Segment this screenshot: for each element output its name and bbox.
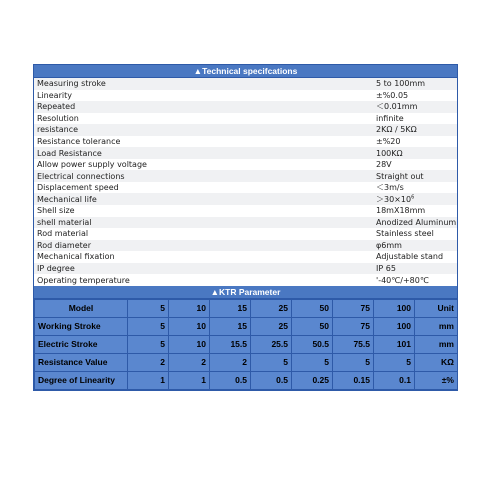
spec-value: [373, 182, 457, 194]
spec-row: [34, 90, 457, 102]
ktr-row: [35, 371, 458, 389]
ktr-cell: 10: [169, 335, 210, 353]
spec-value: [373, 90, 457, 102]
spec-name: IP degree: [34, 263, 373, 275]
spec-row: [34, 182, 457, 194]
spec-row: [34, 170, 457, 182]
ktr-cell: 25: [251, 299, 292, 317]
ktr-cell: 50: [292, 299, 333, 317]
spec-value-text: 100KΩ: [376, 148, 403, 158]
spec-name: Operating temperature: [34, 274, 373, 286]
spec-value: [373, 217, 457, 229]
spec-name: Electrical connections: [34, 170, 373, 182]
spec-row: [34, 124, 457, 136]
ktr-cell: 2: [128, 353, 169, 371]
spec-value-text: ＞30×10: [376, 194, 412, 204]
spec-name: Rod material: [34, 228, 373, 240]
ktr-cell: KΩ: [415, 353, 458, 371]
ktr-cell: 75.5: [333, 335, 374, 353]
ktr-cell: 2: [169, 353, 210, 371]
spec-value: [373, 136, 457, 148]
spec-value-text: 5 to 100mm: [376, 79, 426, 89]
spec-name: shell material: [34, 217, 373, 229]
ktr-parameter-header: ▲KTR Parameter: [34, 286, 457, 299]
spec-name: resistance: [34, 124, 373, 136]
spec-name: Linearity: [34, 90, 373, 102]
ktr-cell: 2: [210, 353, 251, 371]
ktr-cell: 5: [374, 353, 415, 371]
spec-row: [34, 101, 457, 113]
ktr-cell: 1: [128, 371, 169, 389]
technical-specifications-table: [34, 78, 457, 286]
spec-value-text: Stainless steel: [376, 229, 434, 239]
spec-value-exponent: 6: [411, 194, 415, 201]
ktr-cell: 75: [333, 299, 374, 317]
ktr-row: [35, 353, 458, 371]
ktr-cell: 10: [169, 317, 210, 335]
spec-value-text: IP 65: [376, 264, 396, 274]
spec-value: [373, 113, 457, 125]
ktr-cell: ±%: [415, 371, 458, 389]
ktr-cell: 25.5: [251, 335, 292, 353]
spec-row: [34, 113, 457, 125]
ktr-row-label: Electric Stroke: [35, 335, 128, 353]
ktr-cell: 5: [292, 353, 333, 371]
spec-value: [373, 193, 457, 205]
spec-row: [34, 217, 457, 229]
ktr-cell: 15: [210, 317, 251, 335]
spec-name: Allow power supply voltage: [34, 159, 373, 171]
spec-value: [373, 228, 457, 240]
ktr-cell: 50: [292, 317, 333, 335]
spec-value-text: Anodized Aluminum: [376, 217, 457, 227]
ktr-cell: 0.1: [374, 371, 415, 389]
spec-row: [34, 240, 457, 252]
spec-value-text: 18mX18mm: [376, 206, 426, 216]
ktr-cell: 100: [374, 317, 415, 335]
spec-value-text: ＜0.01mm: [376, 102, 418, 112]
spec-sheet: [33, 64, 458, 391]
spec-row: [34, 263, 457, 275]
ktr-row: [35, 317, 458, 335]
spec-value: [373, 205, 457, 217]
spec-value: [373, 274, 457, 286]
spec-value: [373, 251, 457, 263]
spec-name: Resistance tolerance: [34, 136, 373, 148]
spec-name: Displacement speed: [34, 182, 373, 194]
ktr-cell: 1: [169, 371, 210, 389]
ktr-cell: 15.5: [210, 335, 251, 353]
ktr-row-label: Model: [35, 299, 128, 317]
spec-value: [373, 78, 457, 90]
ktr-cell: 5: [128, 317, 169, 335]
spec-name: Load Resistance: [34, 147, 373, 159]
spec-value: [373, 147, 457, 159]
ktr-cell: 5: [128, 335, 169, 353]
ktr-cell: 75: [333, 317, 374, 335]
spec-row: [34, 159, 457, 171]
spec-name: Shell size: [34, 205, 373, 217]
ktr-cell: 0.25: [292, 371, 333, 389]
spec-row: [34, 274, 457, 286]
ktr-cell: 101: [374, 335, 415, 353]
spec-name: Mechanical life: [34, 193, 373, 205]
technical-specifications-header: ▲Technical specifcations: [34, 65, 457, 78]
spec-value: [373, 263, 457, 275]
spec-value-text: ±%20: [376, 137, 401, 146]
spec-name: Measuring stroke: [34, 78, 373, 90]
ktr-row-label: Working Stroke: [35, 317, 128, 335]
spec-value: [373, 101, 457, 113]
ktr-cell: Unit: [415, 299, 458, 317]
ktr-header-row: [35, 299, 458, 317]
spec-value-text: '-40℃/+80℃: [376, 275, 429, 285]
spec-value: [373, 124, 457, 136]
ktr-cell: 0.5: [251, 371, 292, 389]
ktr-cell: 5: [251, 353, 292, 371]
spec-value-text: 28V: [376, 160, 392, 170]
spec-value-text: Straight out: [376, 171, 424, 181]
spec-value-text: 2KΩ / 5KΩ: [376, 125, 417, 135]
spec-value: [373, 170, 457, 182]
spec-row: [34, 193, 457, 205]
spec-value-text: ±%0.05: [376, 90, 409, 100]
spec-row: [34, 147, 457, 159]
spec-value-text: φ6mm: [376, 240, 402, 250]
ktr-cell: 0.15: [333, 371, 374, 389]
spec-name: Resolution: [34, 113, 373, 125]
spec-row: [34, 78, 457, 90]
ktr-cell: 0.5: [210, 371, 251, 389]
ktr-row-label: Resistance Value: [35, 353, 128, 371]
spec-name: Mechanical fixation: [34, 251, 373, 263]
ktr-cell: 100: [374, 299, 415, 317]
spec-row: [34, 228, 457, 240]
ktr-parameter-table: [34, 299, 458, 390]
ktr-cell: 25: [251, 317, 292, 335]
spec-value: [373, 159, 457, 171]
ktr-cell: 5: [333, 353, 374, 371]
ktr-cell: mm: [415, 335, 458, 353]
ktr-cell: mm: [415, 317, 458, 335]
spec-row: [34, 205, 457, 217]
spec-value-text: infinite: [376, 113, 404, 123]
ktr-cell: 10: [169, 299, 210, 317]
spec-row: [34, 136, 457, 148]
spec-value-text: ＜3m/s: [376, 183, 404, 193]
ktr-row-label: Degree of Linearity: [35, 371, 128, 389]
spec-name: Repeated: [34, 101, 373, 113]
ktr-cell: 5: [128, 299, 169, 317]
ktr-row: [35, 335, 458, 353]
ktr-cell: 15: [210, 299, 251, 317]
ktr-cell: 50.5: [292, 335, 333, 353]
spec-row: [34, 251, 457, 263]
spec-value: [373, 240, 457, 252]
spec-name: Rod diameter: [34, 240, 373, 252]
spec-value-text: Adjustable stand: [376, 252, 444, 262]
